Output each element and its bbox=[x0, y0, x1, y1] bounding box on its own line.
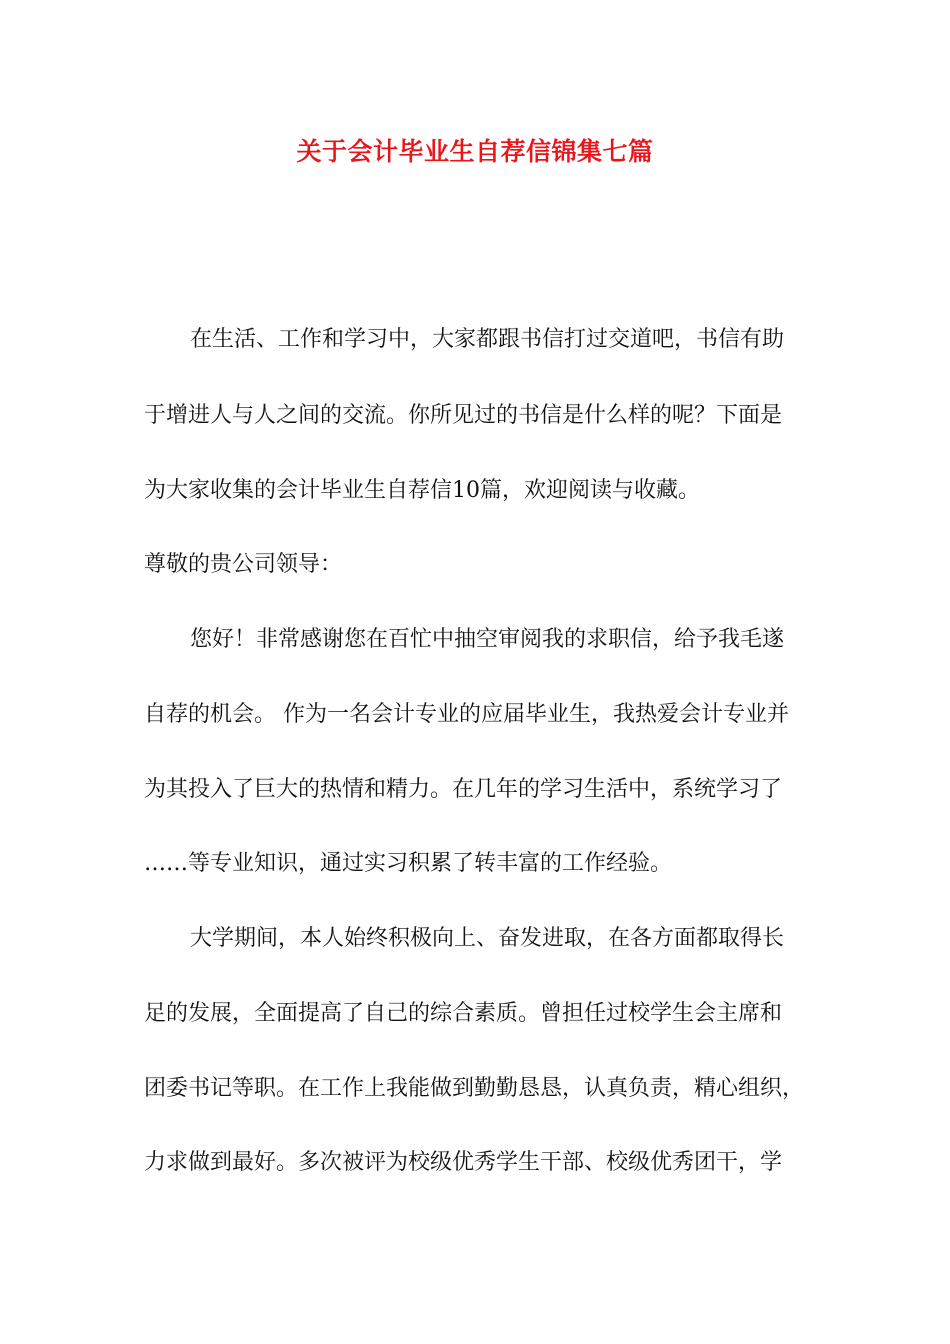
paragraph-line: 在生活、工作和学习中，大家都跟书信打过交道吧，书信有助 bbox=[190, 327, 785, 352]
paragraph-line: 大学期间，本人始终积极向上、奋发进取，在各方面都取得长 bbox=[190, 926, 785, 951]
paragraph-line: 于增进人与人之间的交流。你所见过的书信是什么样的呢？下面是 bbox=[144, 403, 783, 428]
paragraph-line: ……等专业知识，通过实习积累了转丰富的工作经验。 bbox=[144, 851, 673, 876]
paragraph-line: 为其投入了巨大的热情和精力。在几年的学习生活中，系统学习了 bbox=[144, 777, 783, 802]
paragraph-line: 足的发展，全面提高了自己的综合素质。曾担任过校学生会主席和 bbox=[144, 1001, 783, 1026]
salutation-line: 尊敬的贵公司领导： bbox=[144, 552, 343, 577]
paragraph-line: 您好！非常感谢您在百忙中抽空审阅我的求职信，给予我毛遂 bbox=[190, 627, 785, 652]
document-title: 关于会计毕业生自荐信锦集七篇 bbox=[296, 137, 654, 166]
paragraph-line: 自荐的机会。 作为一名会计专业的应届毕业生，我热爱会计专业并 bbox=[144, 702, 789, 727]
paragraph-line: 团委书记等职。在工作上我能做到勤勤恳恳，认真负责，精心组织， bbox=[144, 1076, 805, 1101]
paragraph-line: 为大家收集的会计毕业生自荐信10篇，欢迎阅读与收藏。 bbox=[144, 478, 700, 503]
paragraph-line: 力求做到最好。多次被评为校级优秀学生干部、校级优秀团干，学 bbox=[144, 1150, 783, 1175]
